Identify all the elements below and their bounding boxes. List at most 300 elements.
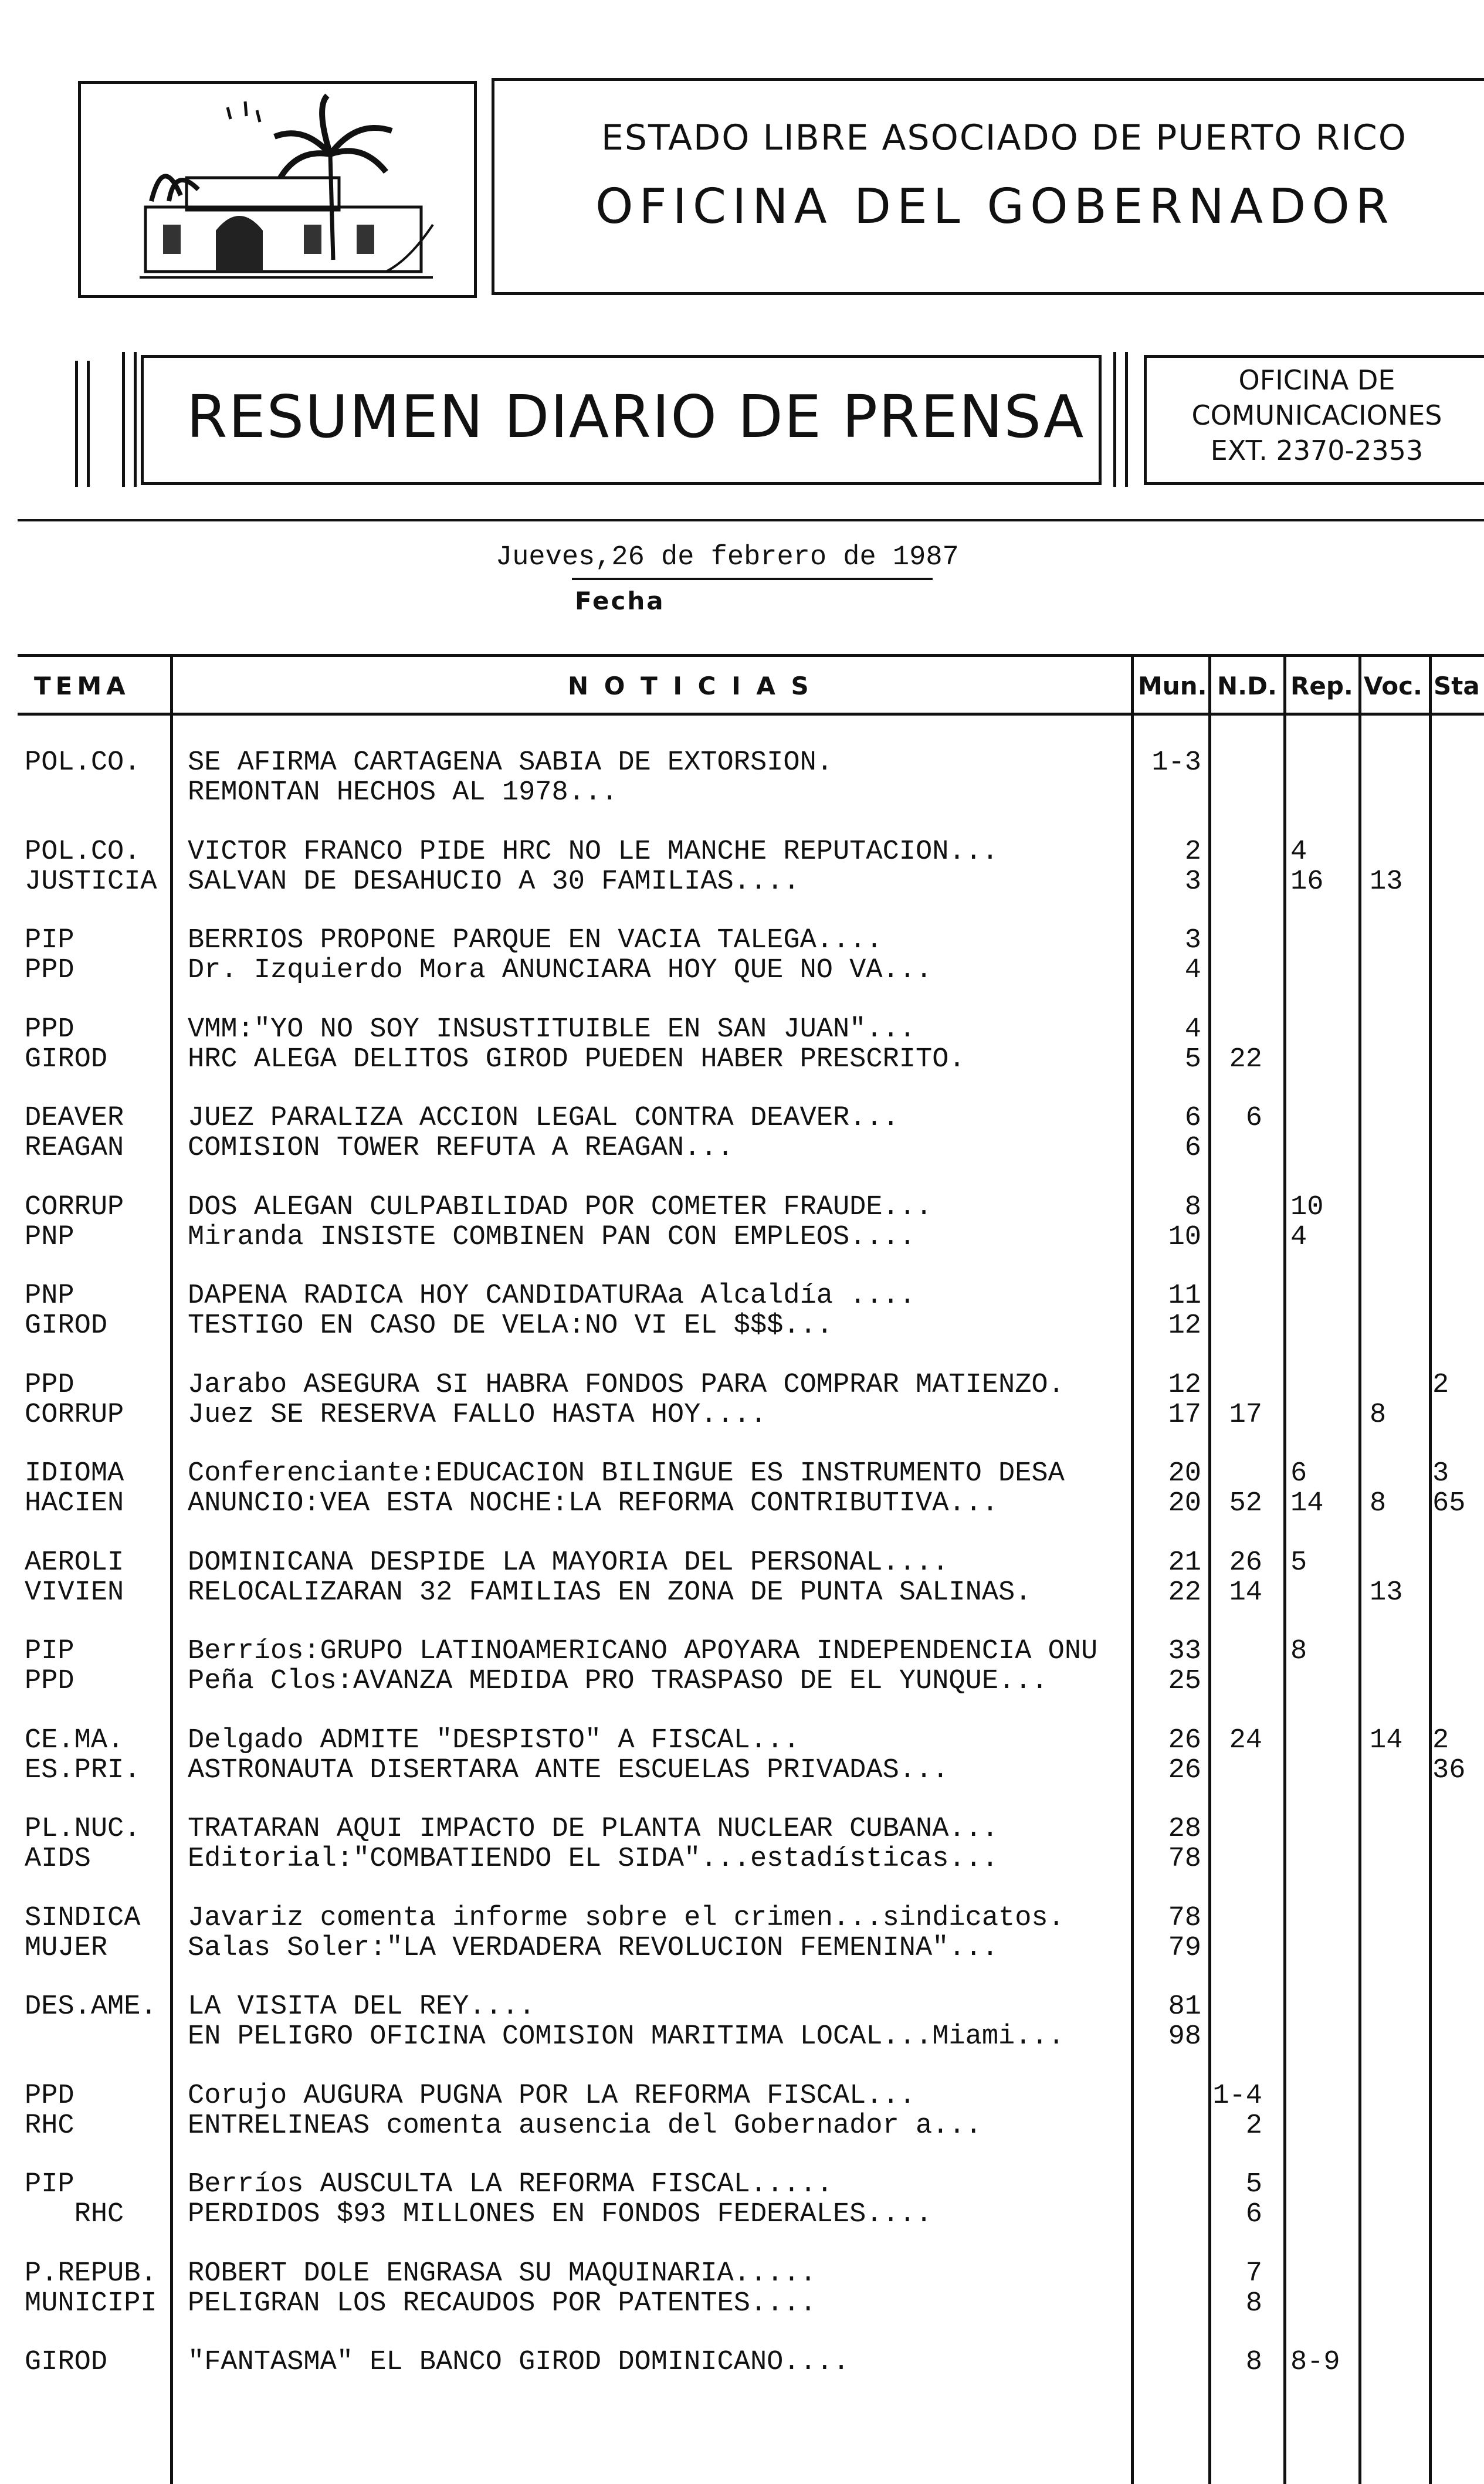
date-value: Jueves,26 de febrero de 1987 [496,542,959,573]
noticia-cell [188,1903,1065,1963]
noticia-line-2: REMONTAN HECHOS AL 1978... [188,777,618,808]
nd-line-2 [1209,1311,1262,1341]
rep-line-2: 14 [1290,1488,1324,1519]
noticia-cell [188,926,932,985]
voc-line-1 [1370,837,1425,867]
noticia-line-1: Berríos AUSCULTA LA REFORMA FISCAL..... [188,2169,833,2200]
sta-line-1 [1432,2259,1482,2289]
rep-cell [1290,2081,1355,2141]
noticia-cell [188,1192,932,1252]
sta-line-1 [1432,2347,1482,2377]
noticia-cell [188,2081,982,2141]
voc-line-1 [1370,1903,1425,1933]
rep-line-2: 4 [1290,1221,1307,1253]
voc-cell [1370,1103,1425,1163]
voc-line-2: 13 [1370,1577,1403,1608]
mun-line-1: 8 [1184,1191,1201,1223]
tema-cell [25,1103,124,1163]
mun-line-1 [1132,2347,1201,2377]
sta-cell [1432,926,1482,985]
mun-line-1: 21 [1168,1547,1201,1578]
table-row [0,2081,1484,2141]
sta-line-1 [1432,1548,1482,1578]
tema-cell [25,1459,124,1519]
mun-line-2: 98 [1168,2021,1201,2052]
noticia-cell [188,1281,916,1341]
noticia-line-1: SE AFIRMA CARTAGENA SABIA DE EXTORSION. [188,747,833,778]
rep-cell [1290,926,1355,985]
voc-cell [1370,1370,1425,1430]
rep-line-1 [1290,1992,1355,2022]
rep-line-2 [1290,1311,1355,1341]
mun-line-2: 12 [1168,1310,1201,1341]
table-row [0,1015,1484,1075]
mun-cell [1132,2081,1201,2141]
tema-cell [25,2259,157,2319]
sta-line-2 [1432,1222,1482,1252]
mun-line-1: 78 [1168,1902,1201,1934]
rep-cell [1290,2170,1355,2229]
nd-cell [1209,837,1262,897]
sta-line-2 [1432,867,1482,897]
nd-cell [1209,1814,1262,1874]
sta-line-2 [1432,1666,1482,1696]
nd-line-2: 8 [1245,2288,1262,2319]
mun-line-1: 11 [1168,1280,1201,1312]
voc-cell [1370,2347,1425,2407]
rep-line-1: 10 [1290,1191,1324,1223]
noticia-cell [188,748,833,808]
noticia-cell [188,1548,1031,1608]
sta-cell [1432,1459,1482,1519]
rep-line-2 [1290,2200,1355,2229]
col-header-tema: TEMA [34,672,130,700]
table-row [0,837,1484,897]
nd-line-1: 5 [1245,2169,1262,2200]
noticia-cell [188,2347,849,2407]
voc-line-1 [1370,2170,1425,2200]
mun-line-2: 78 [1168,1843,1201,1875]
noticia-line-1: VICTOR FRANCO PIDE HRC NO LE MANCHE REPUTACION... [188,836,999,867]
voc-line-2 [1370,1133,1425,1163]
office-line1: OFICINA DE [1238,364,1395,396]
noticia-line-1: DAPENA RADICA HOY CANDIDATURAa Alcaldía .... [188,1280,916,1312]
noticia-line-1: BERRIOS PROPONE PARQUE EN VACIA TALEGA.... [188,925,883,956]
title-bar-left-rule-2 [87,361,90,487]
noticia-line-1: Javariz comenta informe sobre el crimen...sindicatos. [188,1902,1065,1934]
voc-line-1 [1370,2347,1425,2377]
voc-line-2 [1370,1045,1425,1075]
col-header-rep: Rep. [1290,672,1353,700]
sta-line-1: 2 [1432,1369,1449,1401]
mun-line-1: 12 [1168,1369,1201,1401]
sta-cell [1432,1814,1482,1874]
voc-line-2 [1370,1933,1425,1963]
noticia-cell [188,837,998,897]
rep-line-1 [1290,1903,1355,1933]
sta-cell [1432,1548,1482,1608]
nd-cell [1209,1192,1262,1252]
title-bar-left-rule-4 [134,352,137,487]
tema-cell [25,1903,140,1963]
rep-line-1: 5 [1290,1547,1307,1578]
rep-line-1 [1290,1281,1355,1311]
mun-line-2 [1132,2377,1201,2407]
noticia-line-1: DOS ALEGAN CULPABILIDAD POR COMETER FRAUDE... [188,1191,933,1223]
rep-cell [1290,1814,1355,1874]
voc-cell [1370,1015,1425,1075]
noticia-line-1: TRATARAN AQUI IMPACTO DE PLANTA NUCLEAR CUBANA... [188,1814,999,1845]
mun-cell [1132,2259,1201,2319]
nd-cell [1209,1370,1262,1430]
tema-line-2: AIDS [25,1843,91,1875]
sta-cell [1432,2347,1482,2407]
noticia-line-2: PELIGRAN LOS RECAUDOS POR PATENTES.... [188,2288,816,2319]
voc-cell [1370,837,1425,897]
tema-line-2: CORRUP [25,1399,124,1431]
voc-line-1 [1370,1814,1425,1844]
voc-cell [1370,1992,1425,2052]
tema-line-2: VIVIEN [25,1577,124,1608]
tema-line-2 [25,2377,107,2407]
nd-line-1 [1209,1636,1262,1666]
mun-cell [1132,1726,1201,1785]
rep-line-1: 4 [1290,836,1307,867]
nd-line-1 [1209,1281,1262,1311]
tema-line-1: CORRUP [25,1191,124,1223]
nd-line-1 [1209,926,1262,955]
rep-line-1 [1290,748,1355,778]
tema-cell [25,748,140,808]
tema-line-1: PL.NUC. [25,1814,141,1845]
rep-line-1: 8 [1290,1636,1307,1667]
table-row [0,1992,1484,2052]
nd-cell [1209,2347,1262,2407]
title-bar-left-rule-1 [75,361,78,487]
voc-line-2 [1370,778,1425,808]
nd-cell [1209,2259,1262,2319]
nd-cell [1209,2170,1262,2229]
nd-cell [1209,2081,1262,2141]
noticia-line-1: "FANTASMA" EL BANCO GIROD DOMINICANO.... [188,2347,850,2378]
voc-line-2 [1370,2200,1425,2229]
rep-line-2 [1290,2111,1355,2141]
table-top-rule [18,654,1484,657]
tema-cell [25,1015,107,1075]
tema-cell [25,2081,74,2141]
nd-line-1 [1209,1903,1262,1933]
mun-line-2: 10 [1168,1221,1201,1253]
nd-line-2 [1209,2377,1262,2407]
nd-line-2 [1209,1222,1262,1252]
rep-line-1 [1290,1370,1355,1400]
rep-cell [1290,1015,1355,1075]
nd-line-2 [1209,1756,1262,1785]
mun-cell [1132,1192,1201,1252]
tema-line-2: PNP [25,1221,74,1253]
mun-line-2: 25 [1168,1666,1201,1697]
nd-cell [1209,1903,1262,1963]
table-row [0,748,1484,808]
rep-cell [1290,1992,1355,2052]
nd-line-2 [1209,2022,1262,2052]
nd-line-1 [1209,1814,1262,1844]
table-row [0,2170,1484,2229]
noticia-line-2: ANUNCIO:VEA ESTA NOCHE:LA REFORMA CONTRIBUTIVA... [188,1488,999,1519]
mun-line-2 [1132,2289,1201,2319]
noticia-line-2: TESTIGO EN CASO DE VELA:NO VI EL $$$... [188,1310,833,1341]
mun-cell [1132,1459,1201,1519]
tema-cell [25,1548,124,1608]
noticia-line-2: PERDIDOS $93 MILLONES EN FONDOS FEDERALES.... [188,2199,933,2230]
table-row [0,1548,1484,1608]
noticia-line-1: Conferenciante:EDUCACION BILINGUE ES INSTRUMENTO DESA [188,1458,1065,1489]
tema-cell [25,926,74,985]
voc-cell [1370,2259,1425,2319]
rep-line-2 [1290,1400,1355,1430]
noticia-line-2: ASTRONAUTA DISERTARA ANTE ESCUELAS PRIVADAS... [188,1754,949,1786]
nd-line-2 [1209,867,1262,897]
rep-cell [1290,1459,1355,1519]
rep-line-2 [1290,2022,1355,2052]
rep-cell [1290,1903,1355,1963]
col-header-nd: N.D. [1217,672,1277,700]
col-header-noticias: N O T I C I A S [568,672,812,700]
sta-line-1 [1432,1636,1482,1666]
tema-line-1: POL.CO. [25,747,141,778]
noticia-line-2: Dr. Izquierdo Mora ANUNCIARA HOY QUE NO VA... [188,955,933,986]
tema-cell [25,2170,124,2229]
sta-line-1 [1432,926,1482,955]
nd-cell [1209,1726,1262,1785]
noticia-line-2: ENTRELINEAS comenta ausencia del Gobernador a... [188,2110,982,2141]
tema-line-2: PPD [25,955,74,986]
sta-line-2 [1432,2022,1482,2052]
voc-cell [1370,1903,1425,1963]
nd-line-2: 14 [1229,1577,1262,1608]
tema-cell [25,1726,140,1785]
mun-cell [1132,2170,1201,2229]
rep-line-1 [1290,2170,1355,2200]
voc-cell [1370,926,1425,985]
sta-line-1 [1432,2170,1482,2200]
seal-box [78,81,477,298]
sta-line-1 [1432,1281,1482,1311]
rep-line-2 [1290,1933,1355,1963]
rep-cell [1290,1281,1355,1341]
tema-line-1: P.REPUB. [25,2258,157,2289]
rep-cell [1290,1370,1355,1430]
mun-line-1: 1-3 [1151,747,1201,778]
voc-cell [1370,2170,1425,2229]
sta-cell [1432,1192,1482,1252]
tema-cell [25,1370,124,1430]
tema-line-2: JUSTICIA [25,866,157,897]
noticia-line-1: ROBERT DOLE ENGRASA SU MAQUINARIA..... [188,2258,816,2289]
tema-cell [25,1992,157,2052]
page-title: RESUMEN DIARIO DE PRENSA [187,382,1085,451]
voc-line-1 [1370,1370,1425,1400]
rep-cell [1290,1726,1355,1785]
office-line3: EXT. 2370-2353 [1210,435,1424,466]
voc-line-2 [1370,1311,1425,1341]
voc-line-2 [1370,2111,1425,2141]
sta-line-1 [1432,2081,1482,2111]
nd-line-2 [1209,1666,1262,1696]
nd-cell [1209,748,1262,808]
voc-line-2: 8 [1370,1399,1387,1431]
noticia-line-2: Salas Soler:"LA VERDADERA REVOLUCION FEMENINA"... [188,1932,999,1964]
nd-line-2: 22 [1229,1043,1262,1075]
mun-cell [1132,1103,1201,1163]
voc-line-1 [1370,1636,1425,1666]
rep-cell [1290,1636,1355,1696]
noticia-line-1: JUEZ PARALIZA ACCION LEGAL CONTRA DEAVER... [188,1103,899,1134]
mun-line-1: 33 [1168,1636,1201,1667]
nd-line-1: 7 [1245,2258,1262,2289]
nd-cell [1209,1548,1262,1608]
header-line2: OFICINA DEL GOBERNADOR [595,179,1395,235]
voc-line-1 [1370,1992,1425,2022]
office-info [1150,362,1484,468]
mun-cell [1132,1281,1201,1341]
voc-line-1 [1370,1548,1425,1578]
tema-line-1: DES.AME. [25,1991,157,2022]
sta-cell [1432,1281,1482,1341]
title-bar-right-rule-1 [1113,352,1116,487]
sta-line-1: 3 [1432,1458,1449,1489]
voc-line-1 [1370,2081,1425,2111]
mun-line-1: 81 [1168,1991,1201,2022]
rep-line-2 [1290,2289,1355,2319]
nd-line-1 [1209,1459,1262,1489]
sta-cell [1432,748,1482,808]
nd-cell [1209,1103,1262,1163]
rep-line-2 [1290,2377,1355,2407]
tema-line-1: PNP [25,1280,74,1312]
noticia-line-1: DOMINICANA DESPIDE LA MAYORIA DEL PERSONAL.... [188,1547,949,1578]
sta-cell [1432,1992,1482,2052]
tema-line-2: RHC [25,2110,74,2141]
tema-line-2 [25,2022,157,2052]
tema-line-1: PPD [25,1369,74,1401]
sta-line-2 [1432,778,1482,808]
rep-line-2 [1290,1045,1355,1075]
voc-line-2 [1370,1756,1425,1785]
col-header-voc: Voc. [1364,672,1422,700]
sta-line-2: 36 [1432,1754,1466,1786]
rep-cell [1290,1192,1355,1252]
noticia-line-2 [188,2377,849,2407]
voc-line-1 [1370,1192,1425,1222]
sta-cell [1432,2259,1482,2319]
mun-cell [1132,926,1201,985]
table-row [0,1192,1484,1252]
voc-line-2 [1370,1844,1425,1874]
mun-line-2: 79 [1168,1932,1201,1964]
nd-line-2 [1209,955,1262,985]
nd-line-2 [1209,1133,1262,1163]
tema-line-1: PIP [25,1636,74,1667]
table-row [0,2259,1484,2319]
sta-cell [1432,1726,1482,1785]
noticia-cell [188,1726,948,1785]
mun-line-2: 6 [1184,1133,1201,1164]
mun-line-1: 6 [1184,1103,1201,1134]
nd-line-2: 17 [1229,1399,1262,1431]
sta-line-2 [1432,2200,1482,2229]
col-header-mun: Mun. [1138,672,1207,700]
rep-line-1 [1290,2081,1355,2111]
table-row [0,926,1484,985]
tema-cell [25,1636,74,1696]
rep-line-1 [1290,1103,1355,1133]
nd-line-2: 6 [1245,2199,1262,2230]
mun-line-2: 26 [1168,1754,1201,1786]
rep-cell [1290,2259,1355,2319]
tema-line-1: PPD [25,2080,74,2112]
mun-line-2 [1132,2200,1201,2229]
mun-cell [1132,1636,1201,1696]
table-header-rule [18,713,1484,716]
nd-cell [1209,926,1262,985]
table-row [0,1814,1484,1874]
rep-line-1 [1290,926,1355,955]
tema-line-1: DEAVER [25,1103,124,1134]
mun-cell [1132,1548,1201,1608]
mun-line-2: 20 [1168,1488,1201,1519]
voc-cell [1370,1459,1425,1519]
noticia-line-2: SALVAN DE DESAHUCIO A 30 FAMILIAS.... [188,866,800,897]
voc-cell [1370,1814,1425,1874]
noticia-line-2: Editorial:"COMBATIENDO EL SIDA"...estadísticas... [188,1843,999,1875]
table-row [0,1370,1484,1430]
sta-line-1 [1432,1192,1482,1222]
noticia-cell [188,1103,899,1163]
rep-line-2 [1290,1756,1355,1785]
mun-cell [1132,2347,1201,2407]
noticia-line-2: HRC ALEGA DELITOS GIROD PUEDEN HABER PRESCRITO. [188,1043,965,1075]
table-row [0,1459,1484,1519]
mun-line-1: 4 [1184,1014,1201,1045]
tema-line-2: RHC [25,2199,124,2230]
sta-line-2 [1432,1578,1482,1608]
noticia-line-1: Berríos:GRUPO LATINOAMERICANO APOYARA INDEPENDENCIA ONU [188,1636,1098,1667]
sta-cell [1432,1903,1482,1963]
voc-line-1: 14 [1370,1724,1403,1756]
tema-line-2: REAGAN [25,1133,124,1164]
voc-line-2: 13 [1370,866,1403,897]
voc-line-2 [1370,2022,1425,2052]
nd-line-1: 24 [1229,1724,1262,1756]
tema-line-2 [25,778,140,808]
mun-line-2 [1132,2111,1201,2141]
mun-cell [1132,837,1201,897]
mun-line-2: 3 [1184,866,1201,897]
voc-line-2 [1370,1222,1425,1252]
title-bar-left-rule-3 [122,352,125,487]
mun-line-1 [1132,2081,1201,2111]
nd-line-1 [1209,837,1262,867]
sta-line-2 [1432,2111,1482,2141]
tema-line-2: GIROD [25,1310,108,1341]
tema-line-2: HACIEN [25,1488,124,1519]
nd-line-1: 26 [1229,1547,1262,1578]
mun-cell [1132,1992,1201,2052]
voc-line-2: 8 [1370,1488,1387,1519]
voc-line-2 [1370,2377,1425,2407]
voc-line-2 [1370,1666,1425,1696]
